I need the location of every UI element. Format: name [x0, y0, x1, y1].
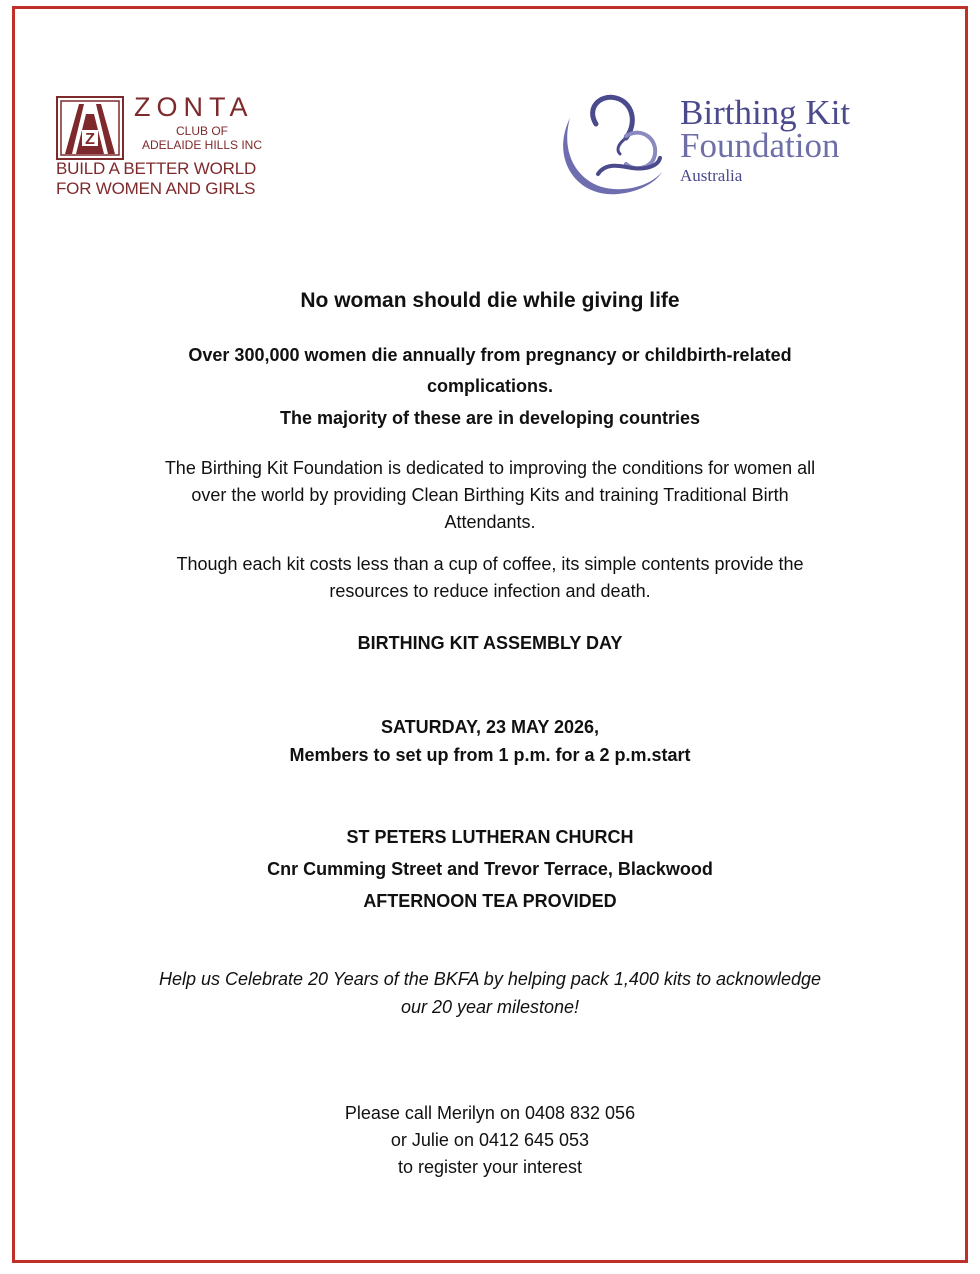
cost-line2: resources to reduce infection and death. — [329, 581, 651, 601]
event-date: SATURDAY, 23 MAY 2026, — [380, 717, 600, 737]
contact-block — [0, 1100, 980, 1181]
event-address: Cnr Cumming Street and Trevor Terrace, Blackwood — [267, 859, 713, 879]
bkf-logo — [556, 88, 886, 200]
zonta-tagline-line1: BUILD A BETTER WORLD — [56, 159, 257, 178]
cost-line1: Though each kit costs less than a cup of coffee, its simple contents provide the — [176, 554, 804, 574]
zonta-tagline-line2: FOR WOMEN AND GIRLS — [56, 179, 256, 198]
zonta-club-line2: ADELAIDE HILLS INC — [141, 138, 263, 152]
cost-paragraph — [0, 551, 980, 605]
zonta-club-line1: CLUB OF — [175, 124, 228, 138]
zonta-logo — [56, 94, 271, 204]
event-venue: ST PETERS LUTHERAN CHURCH — [346, 827, 634, 847]
mission-paragraph — [0, 455, 980, 536]
mission-line1: The Birthing Kit Foundation is dedicated to improving the conditions for women all — [164, 458, 816, 478]
event-datetime — [0, 713, 980, 769]
contact-line1: Please call Merilyn on 0408 832 056 — [344, 1103, 636, 1123]
statistic-text — [0, 340, 980, 402]
bkf-name-line2: Foundation — [680, 126, 840, 165]
zonta-emblem-icon — [56, 96, 124, 160]
statistic-line1: Over 300,000 women die annually from pregnancy or childbirth-related — [188, 345, 792, 365]
event-catering: AFTERNOON TEA PROVIDED — [363, 891, 617, 911]
bkf-country: Australia — [680, 166, 743, 185]
event-time: Members to set up from 1 p.m. for a 2 p.m.start — [289, 745, 691, 765]
event-title: BIRTHING KIT ASSEMBLY DAY — [357, 633, 623, 653]
contact-line3: to register your interest — [397, 1157, 583, 1177]
contact-line2: or Julie on 0412 645 053 — [390, 1130, 590, 1150]
bkf-name-line1: Birthing Kit — [680, 93, 851, 132]
event-venue-block — [0, 821, 980, 917]
promo-text — [0, 965, 980, 1021]
svg-text:Z: Z — [85, 131, 95, 148]
promo-line2: our 20 year milestone! — [400, 997, 580, 1017]
mission-line3: Attendants. — [444, 512, 536, 532]
mother-child-icon — [556, 88, 668, 200]
zonta-name: ZONTA — [134, 92, 254, 122]
promo-line1: Help us Celebrate 20 Years of the BKFA by helping pack 1,400 kits to acknowledge — [158, 969, 822, 989]
statistic-line2: complications. — [426, 376, 554, 396]
mission-line2: over the world by providing Clean Birthing Kits and training Traditional Birth — [191, 485, 789, 505]
majority-text: The majority of these are in developing countries — [279, 408, 701, 428]
headline: No woman should die while giving life — [300, 289, 680, 312]
